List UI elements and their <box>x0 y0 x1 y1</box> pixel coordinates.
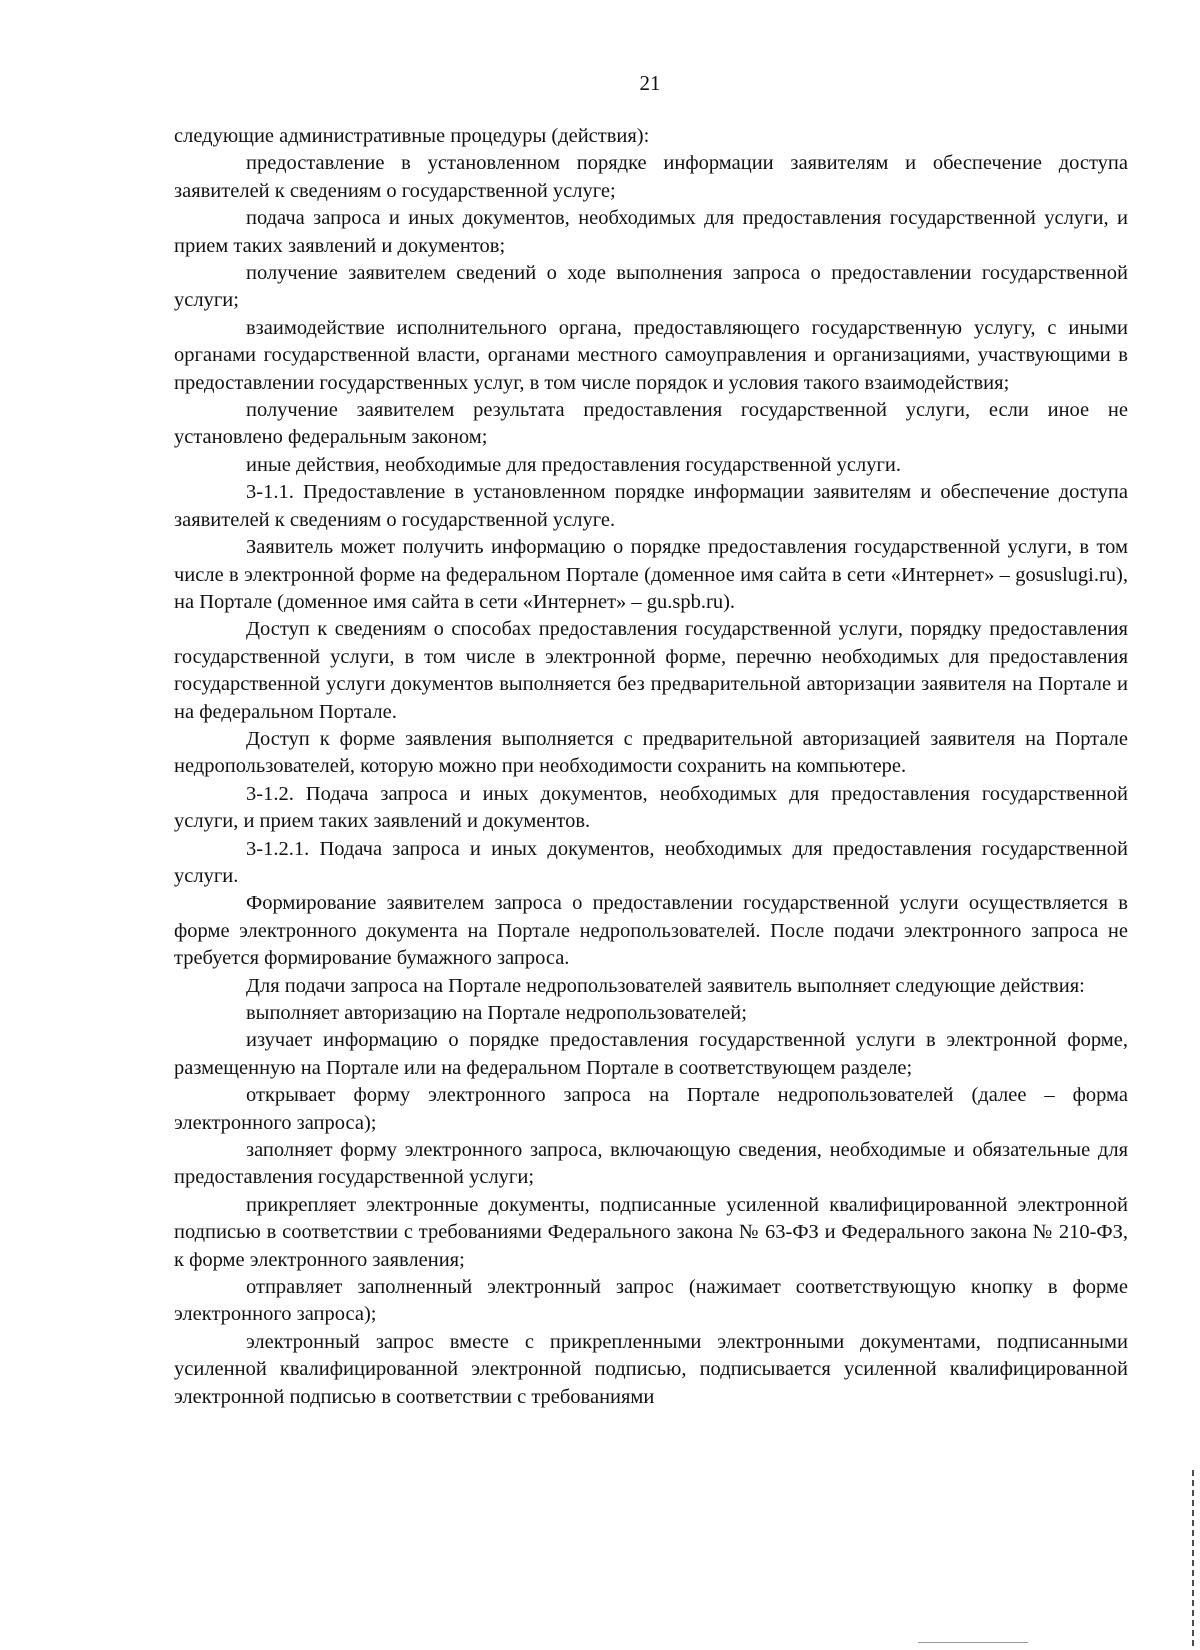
section-heading: 3-1.2. Подача запроса и иных документов, необходимых для предоставления государственной услуги, и прием таких заявлений и документов. <box>174 782 1128 833</box>
list-item: отправляет заполненный электронный запрос (нажимает соответствующую кнопку в форме электронного запроса); <box>174 1276 1128 1326</box>
page-number: 21 <box>639 71 661 95</box>
document-body <box>174 123 1128 1411</box>
list-item: прикрепляет электронные документы, подписанные усиленной квалифицированной электронной подписью в соответствии с требованиями Федерального закона № 63-ФЗ и Федерального закона № 210-ФЗ, к форме электронного заявления; <box>174 1193 1128 1271</box>
paragraph: следующие административные процедуры (действия): <box>174 125 650 147</box>
paragraph: Доступ к форме заявления выполняется с предварительной авторизацией заявителя на Портале недропользователей, которую можно при необходимости сохранить на компьютере. <box>174 727 1128 778</box>
list-item: выполняет авторизацию на Портале недропользователей; <box>246 1002 747 1024</box>
paragraph: Доступ к сведениям о способах предоставления государственной услуги, порядку предоставления государственной услуги, в том числе в электронной форме, перечню необходимых для предоставления государственной услуги документов выполняется без предварительной авторизации заявителя на Портале и на федеральном Портале. <box>174 618 1128 723</box>
paragraph: иные действия, необходимые для предоставления государственной услуги. <box>246 453 901 476</box>
section-heading: 3-1.2.1. Подача запроса и иных документов, необходимых для предоставления государственной услуги. <box>174 837 1128 887</box>
paragraph: предоставление в установленном порядке информации заявителям и обеспечение доступа заявителей к сведениям о государственной услуге; <box>174 152 1128 202</box>
paragraph: взаимодействие исполнительного органа, предоставляющего государственную услугу, с иными органами государственной власти, органами местного самоуправления и организациями, участвующими в предоставлении государственных услуг, в том числе порядок и условия такого взаимодействия; <box>174 316 1128 394</box>
list-item: электронный запрос вместе с прикрепленными электронными документами, подписанными усиленной квалифицированной электронной подписью, подписывается усиленной квалифицированной электронной подписью в соответствии с требованиями <box>174 1330 1128 1408</box>
list-item: изучает информацию о порядке предоставления государственной услуги в электронной форме, размещенную на Портале или на федеральном Портале в соответствующем разделе; <box>174 1029 1128 1079</box>
paragraph: получение заявителем сведений о ходе выполнения запроса о предоставлении государственной услуги; <box>174 262 1128 312</box>
paragraph: Формирование заявителем запроса о предоставлении государственной услуги осуществляется в форме электронного документа на Портале недропользователей. После подачи электронного запроса не требуется формирование бумажного запроса. <box>174 892 1128 970</box>
section-heading: 3-1.1. Предоставление в установленном порядке информации заявителям и обеспечение доступа заявителей к сведениям о государственной услуге. <box>174 481 1128 531</box>
scan-bottom-artifact <box>918 1642 1028 1643</box>
paragraph: подача запроса и иных документов, необходимых для предоставления государственной услуги, и прием таких заявлений и документов; <box>174 207 1128 257</box>
paragraph: Заявитель может получить информацию о порядке предоставления государственной услуги, в том числе в электронной форме на федеральном Портале (доменное имя сайта в сети «Интернет» – gosuslugi.ru), на Портале (доменное имя сайта в сети «Интернет» – gu.spb.ru). <box>174 536 1128 613</box>
scan-edge-artifact <box>1192 1470 1194 1650</box>
paragraph: Для подачи запроса на Портале недропользователей заявитель выполняет следующие действия: <box>246 974 1085 997</box>
paragraph: получение заявителем результата предоставления государственной услуги, если иное не установлено федеральным законом; <box>174 399 1128 449</box>
list-item: заполняет форму электронного запроса, включающую сведения, необходимые и обязательные для предоставления государственной услуги; <box>174 1139 1128 1189</box>
list-item: открывает форму электронного запроса на Портале недропользователей (далее – форма электронного запроса); <box>174 1084 1128 1134</box>
